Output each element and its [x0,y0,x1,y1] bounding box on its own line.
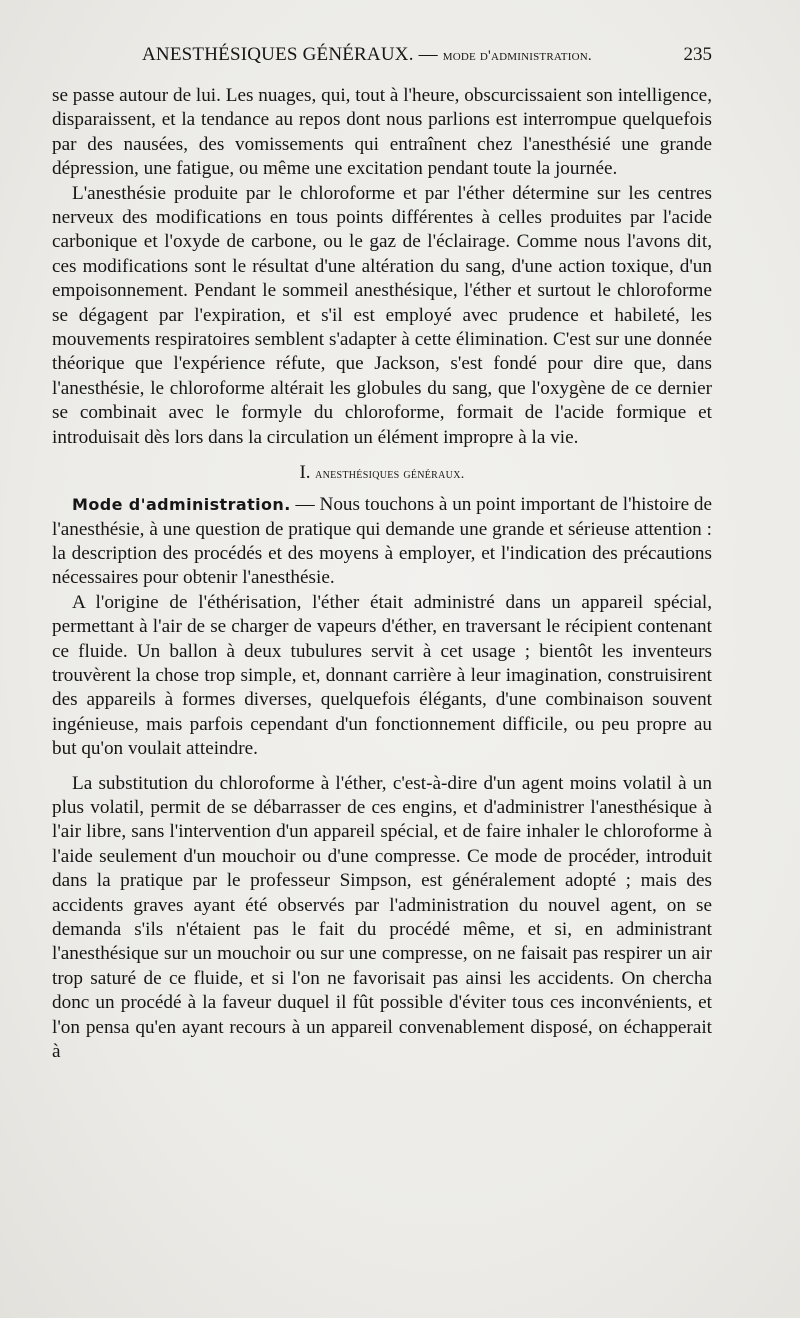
running-title-subtitle: mode d'administration. [442,48,592,64]
section-heading [52,460,712,487]
paragraph-anesthesia-effects: L'anesthésie produite par le chloroforme et par l'éther détermine sur les centres nerveux des modifications en tous points différentes à celles produites par l'acide carbonique et l'oxyde de carbone, ou le gaz de l'éclairage. Comme nous l'avons dit, ces modifications sont le résultat d'une altération du sang, d'une action toxique, d'un empoisonnement. Pendant le sommeil anesthésique, l'éther et surtout le chloroforme se dégagent par l'expiration, et s'il est employé avec prudence et habileté, les mouvements respiratoires semblent s'adapter à cette élimination. C'est sur une donnée théorique que l'expérience réfute, que Jackson, s'est fondé pour dire que, dans l'anesthésie, le chloroforme altérait les globules du sang, que l'oxygène de ce dernier se combinait avec le formyle du chloroforme, formait de l'acide formique et introduisait dès lors dans la circulation un élément impropre à la vie. [52,182,712,448]
paragraph-continued: se passe autour de lui. Les nuages, qui, tout à l'heure, obscurcissaient son intelligence, disparaissent, et la tendance au repos dont nous parlions est interrompue quelquefois par des nausées, des vomissements qui entraînent chez l'anesthésié une grande dépression, une fatigue, ou même une excitation pendant toute la journée. [52,85,712,180]
running-title-main: ANESTHÉSIQUES GÉNÉRAUX. [142,44,414,65]
running-title [142,44,592,66]
paragraph-etherisation-origin: A l'origine de l'éthérisation, l'éther était administré dans un appareil spécial, permettant à l'air de se charger de vapeurs d'éther, en traversant le récipient contenant ce fluide. Un ballon à deux tubulures servit à cet usage ; bientôt les inventeurs trouvèrent la chose trop simple, et, donnant carrière à leur imagination, construisirent des appareils à formes diverses, quelquefois élégants, d'une combinaison souvent ingénieuse, mais parfois cependant d'un fonctionnement difficile, ou peu propre au but qu'on voulait atteindre. [52,591,712,760]
paragraph-mode-administration [52,493,712,591]
running-title-separator: — [418,44,438,65]
run-in-heading: Mode d'administration. [72,495,291,515]
paragraph-chloroform-substitution: La substitution du chloroforme à l'éther, c'est-à-dire d'un agent moins volatil à un plus volatil, permit de se débarrasser de ces engins, et d'administrer l'anesthésique à l'air libre, sans l'intervention d'un appareil spécial, et de faire inhaler le chloroforme à l'aide seulement d'un mouchoir ou d'une compresse. Ce mode de procéder, introduit dans la pratique par le professeur Simpson, est généralement adopté ; mais des accidents graves ayant été observés par l'administration du nouvel agent, on se demanda s'ils n'étaient pas le fait du procédé même, et si, en administrant l'anesthésique sur un mouchoir ou sur une compresse, on ne faisait pas respirer un air trop saturé de ce fluide, et si l'on ne favorisait pas ainsi les accidents. On chercha donc un procédé à la faveur duquel il fût possible d'éviter tous ces inconvénients, et l'on pensa qu'en ayant recours à un appareil convenablement disposé, on échapperait à [52,772,712,1063]
page-body [52,84,712,1064]
paragraph-mode-administration-text: — Nous touchons à un point important de l'histoire de l'anesthésie, à une question de pratique qui demande une grande et sérieuse attention : la description des procédés et des moyens à employer, et l'indication des précautions nécessaires pour obtenir l'anesthésie. [52,494,712,589]
section-number: I. [299,462,311,484]
running-header [52,44,712,78]
page-number: 235 [683,44,712,65]
section-title: anesthésiques généraux. [315,467,465,483]
